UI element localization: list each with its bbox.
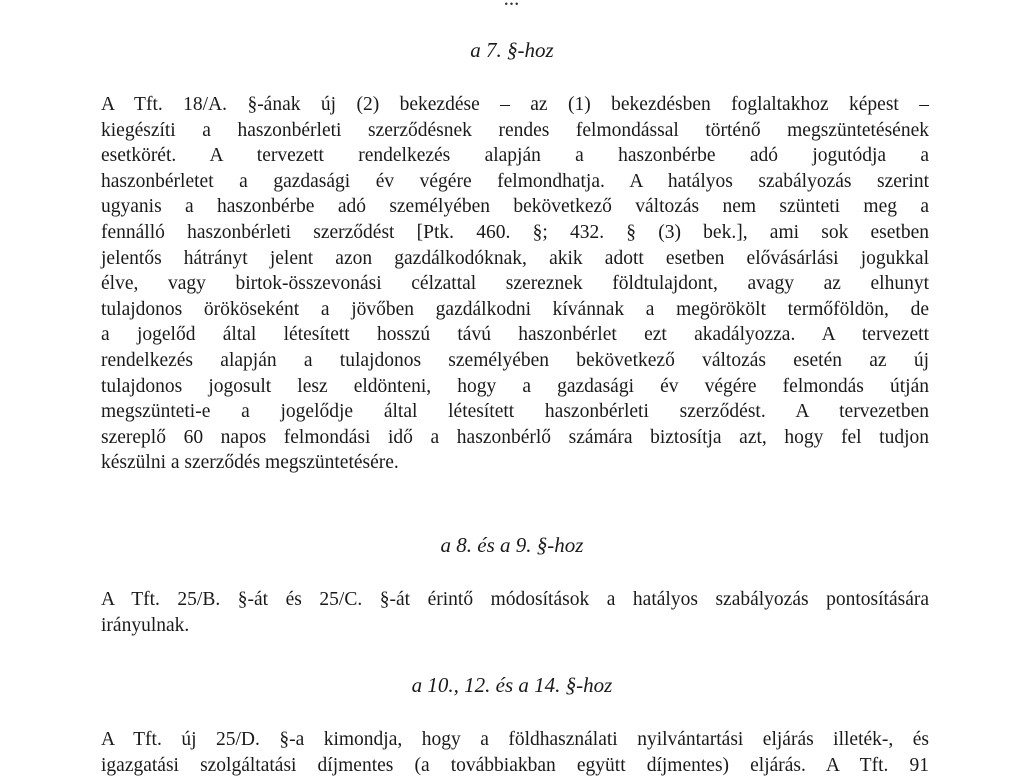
paragraph-line: tulajdonos jogosult lesz eldönteni, hogy a gazdasági év végére felmondás útján bbox=[101, 375, 929, 397]
section-heading-10-12-14: a 10., 12. és a 14. §-hoz bbox=[411, 673, 613, 697]
section-paragraph-8-9 bbox=[101, 587, 929, 638]
paragraph-line: fennálló haszonbérleti szerződést [Ptk. 460. §; 432. § (3) bek.], ami sok esetben bbox=[101, 221, 929, 243]
paragraph-line: jelentős hátrányt jelent azon gazdálkodóknak, akik adott esetben elővásárlási jogukkal bbox=[101, 247, 929, 269]
section-paragraph-10-12-14 bbox=[101, 727, 929, 778]
paragraph-line: megszünteti-e a jogelődje által létesített haszonbérleti szerződést. A tervezetben bbox=[101, 401, 929, 423]
paragraph-line: tulajdonos örököseként a jövőben gazdálkodni kívánnak a megörökölt termőföldön, de bbox=[101, 298, 929, 320]
paragraph-line: kiegészíti a haszonbérleti szerződésnek rendes felmondással történő megszüntetésének bbox=[101, 119, 929, 141]
paragraph-line: ugyanis a haszonbérbe adó személyében bekövetkező változás nem szünteti meg a bbox=[101, 196, 929, 218]
paragraph-line: A Tft. 25/B. §-át és 25/C. §-át érintő módosítások a hatályos szabályozás pontosítására bbox=[101, 589, 929, 610]
paragraph-line: a jogelőd által létesített hosszú távú haszonbérlet ezt akadályozza. A tervezett bbox=[101, 324, 929, 346]
paragraph-line: A Tft. 18/A. §-ának új (2) bekezdése – az (1) bekezdésben foglaltakhoz képest – bbox=[101, 94, 929, 115]
paragraph-line: A Tft. új 25/D. §-a kimondja, hogy a földhasználati nyilvántartási eljárás illeték-, és bbox=[101, 729, 929, 750]
paragraph-line: esetkörét. A tervezett rendelkezés alapján a haszonbérbe adó jogutódja a bbox=[101, 145, 929, 167]
cut-off-text-fragment bbox=[0, 0, 1024, 11]
paragraph-line: haszonbérletet a gazdasági év végére felmondhatja. A hatályos szabályozás szerint bbox=[101, 170, 929, 192]
paragraph-line: igazgatási szolgáltatási díjmentes (a továbbiakban együtt díjmentes) eljárás. A Tft. 91 bbox=[101, 754, 929, 776]
paragraph-line: szereplő 60 napos felmondási idő a haszonbérlő számára biztosítja azt, hogy fel tudjon bbox=[101, 426, 929, 448]
paragraph-line: rendelkezés alapján a tulajdonos személyében bekövetkező változás esetén az új bbox=[101, 349, 929, 371]
paragraph-line: élve, vagy birtok-összevonási célzattal szereznek földtulajdont, avagy az elhunyt bbox=[101, 273, 929, 295]
section-paragraph-7 bbox=[101, 92, 929, 476]
paragraph-line: készülni a szerződés megszüntetésére. bbox=[101, 452, 399, 474]
section-heading-7: a 7. §-hoz bbox=[470, 38, 554, 62]
paragraph-line: irányulnak. bbox=[101, 614, 190, 636]
section-heading-8-9: a 8. és a 9. §-hoz bbox=[440, 533, 584, 557]
